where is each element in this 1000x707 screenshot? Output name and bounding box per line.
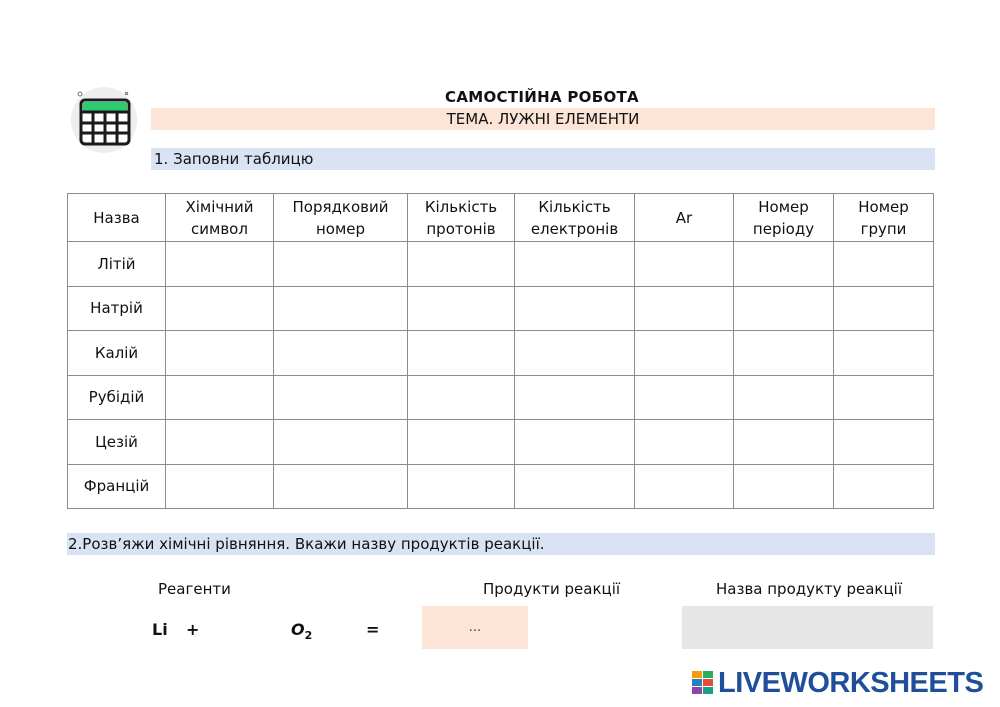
- product-answer-field[interactable]: ...: [422, 606, 528, 649]
- answer-cell[interactable]: [635, 331, 734, 376]
- element-name-cell: Францій: [68, 464, 166, 509]
- answer-cell[interactable]: [166, 331, 274, 376]
- column-header-name: Назва: [68, 194, 166, 242]
- answer-input[interactable]: [734, 465, 833, 509]
- answer-input[interactable]: [734, 331, 833, 375]
- answer-cell[interactable]: [274, 375, 408, 420]
- reagent-o2-subscript: 2: [304, 629, 313, 643]
- answer-input[interactable]: [515, 331, 634, 375]
- column-header-group: Номер групи: [834, 194, 934, 242]
- table-row: [68, 375, 934, 420]
- answer-cell[interactable]: [734, 286, 834, 331]
- answer-cell[interactable]: [734, 420, 834, 465]
- column-header-atomic-number: Порядковий номер: [274, 194, 408, 242]
- answer-input[interactable]: [834, 465, 933, 509]
- answer-input[interactable]: [515, 376, 634, 420]
- answer-input[interactable]: [408, 465, 514, 509]
- answer-input[interactable]: [274, 331, 407, 375]
- answer-cell[interactable]: [515, 331, 635, 376]
- answer-input[interactable]: [166, 376, 273, 420]
- product-name-answer-field[interactable]: [682, 606, 933, 649]
- answer-cell[interactable]: [408, 286, 515, 331]
- answer-cell[interactable]: [166, 420, 274, 465]
- answer-cell[interactable]: [408, 420, 515, 465]
- table-row: [68, 242, 934, 287]
- answer-input[interactable]: [408, 420, 514, 464]
- answer-input[interactable]: [166, 331, 273, 375]
- answer-input[interactable]: [166, 287, 273, 331]
- answer-cell[interactable]: [834, 464, 934, 509]
- answer-cell[interactable]: [635, 464, 734, 509]
- task1-instruction: 1. Заповни таблицю: [151, 148, 935, 170]
- answer-cell[interactable]: [834, 375, 934, 420]
- answer-cell[interactable]: [274, 331, 408, 376]
- answer-cell[interactable]: [734, 375, 834, 420]
- answer-input[interactable]: [166, 242, 273, 286]
- column-header-period: Номер періоду: [734, 194, 834, 242]
- table-header-row: [68, 194, 934, 242]
- answer-cell[interactable]: [166, 286, 274, 331]
- answer-input[interactable]: [166, 465, 273, 509]
- answer-input[interactable]: [274, 287, 407, 331]
- answer-input[interactable]: [515, 242, 634, 286]
- answer-input[interactable]: [274, 376, 407, 420]
- element-name-cell: Натрій: [68, 286, 166, 331]
- plus-sign: +: [186, 620, 200, 639]
- answer-input[interactable]: [834, 420, 933, 464]
- answer-input[interactable]: [734, 376, 833, 420]
- table-row: [68, 286, 934, 331]
- element-name-cell: Літій: [68, 242, 166, 287]
- column-header-symbol: Хімічний символ: [166, 194, 274, 242]
- column-header-protons: Кількість протонів: [408, 194, 515, 242]
- answer-cell[interactable]: [515, 464, 635, 509]
- product-name-label: Назва продукту реакції: [716, 580, 902, 598]
- task2-instruction: 2.Розв’яжи хімічні рівняння. Вкажи назву продуктів реакції.: [67, 533, 935, 555]
- answer-input[interactable]: [734, 420, 833, 464]
- answer-cell[interactable]: [635, 375, 734, 420]
- answer-cell[interactable]: [408, 331, 515, 376]
- answer-input[interactable]: [635, 465, 733, 509]
- answer-cell[interactable]: [274, 242, 408, 287]
- equals-sign: =: [366, 620, 380, 639]
- answer-input[interactable]: [635, 420, 733, 464]
- element-name-cell: Цезій: [68, 420, 166, 465]
- answer-cell[interactable]: [274, 420, 408, 465]
- answer-input[interactable]: [515, 287, 634, 331]
- brand-logo: [692, 667, 983, 699]
- answer-cell[interactable]: [635, 242, 734, 287]
- answer-cell[interactable]: [635, 286, 734, 331]
- answer-input[interactable]: [408, 242, 514, 286]
- answer-cell[interactable]: [834, 420, 934, 465]
- elements-table: [67, 193, 934, 509]
- reagent-o2: [291, 620, 312, 642]
- answer-input[interactable]: [515, 465, 634, 509]
- answer-cell[interactable]: [734, 464, 834, 509]
- answer-cell[interactable]: [166, 242, 274, 287]
- page-title: САМОСТІЙНА РОБОТА: [445, 88, 639, 106]
- answer-input[interactable]: [274, 420, 407, 464]
- answer-cell[interactable]: [734, 331, 834, 376]
- answer-input[interactable]: [166, 420, 273, 464]
- table-row: [68, 331, 934, 376]
- answer-input[interactable]: [274, 465, 407, 509]
- answer-input[interactable]: [635, 242, 733, 286]
- answer-cell[interactable]: [515, 375, 635, 420]
- answer-cell[interactable]: [515, 286, 635, 331]
- answer-input[interactable]: [408, 331, 514, 375]
- answer-cell[interactable]: [834, 286, 934, 331]
- answer-input[interactable]: [515, 420, 634, 464]
- element-name-cell: Калій: [68, 331, 166, 376]
- liveworksheets-logo-icon: [692, 671, 714, 695]
- column-header-electrons: Кількість електронів: [515, 194, 635, 242]
- reagents-label: Реагенти: [158, 580, 231, 598]
- answer-cell[interactable]: [834, 331, 934, 376]
- table-row: [68, 464, 934, 509]
- answer-cell[interactable]: [515, 420, 635, 465]
- answer-input[interactable]: [734, 242, 833, 286]
- answer-cell[interactable]: [274, 464, 408, 509]
- table-row: [68, 420, 934, 465]
- answer-input[interactable]: [274, 242, 407, 286]
- brand-text: LIVEWORKSHEETS: [718, 666, 984, 699]
- answer-input[interactable]: [408, 287, 514, 331]
- answer-cell[interactable]: [408, 464, 515, 509]
- reagent-o2-symbol: O: [291, 620, 305, 639]
- products-label: Продукти реакції: [483, 580, 621, 598]
- answer-input[interactable]: [635, 287, 733, 331]
- answer-input[interactable]: [734, 287, 833, 331]
- answer-input[interactable]: [635, 331, 733, 375]
- answer-cell[interactable]: [274, 286, 408, 331]
- answer-input[interactable]: [834, 331, 933, 375]
- answer-cell[interactable]: [408, 375, 515, 420]
- element-name-cell: Рубідій: [68, 375, 166, 420]
- answer-cell[interactable]: [166, 375, 274, 420]
- answer-cell[interactable]: [408, 242, 515, 287]
- answer-cell[interactable]: [734, 242, 834, 287]
- topic-banner: ТЕМА. ЛУЖНІ ЕЛЕМЕНТИ: [151, 108, 935, 130]
- answer-cell[interactable]: [834, 242, 934, 287]
- column-header-ar: Ar: [635, 194, 734, 242]
- answer-input[interactable]: [834, 376, 933, 420]
- answer-cell[interactable]: [166, 464, 274, 509]
- answer-cell[interactable]: [515, 242, 635, 287]
- answer-input[interactable]: [408, 376, 514, 420]
- reagent-li: Li: [152, 620, 168, 639]
- spreadsheet-icon: [70, 86, 138, 154]
- answer-cell[interactable]: [635, 420, 734, 465]
- table-body: [68, 242, 934, 509]
- answer-input[interactable]: [635, 376, 733, 420]
- answer-input[interactable]: [834, 287, 933, 331]
- answer-input[interactable]: [834, 242, 933, 286]
